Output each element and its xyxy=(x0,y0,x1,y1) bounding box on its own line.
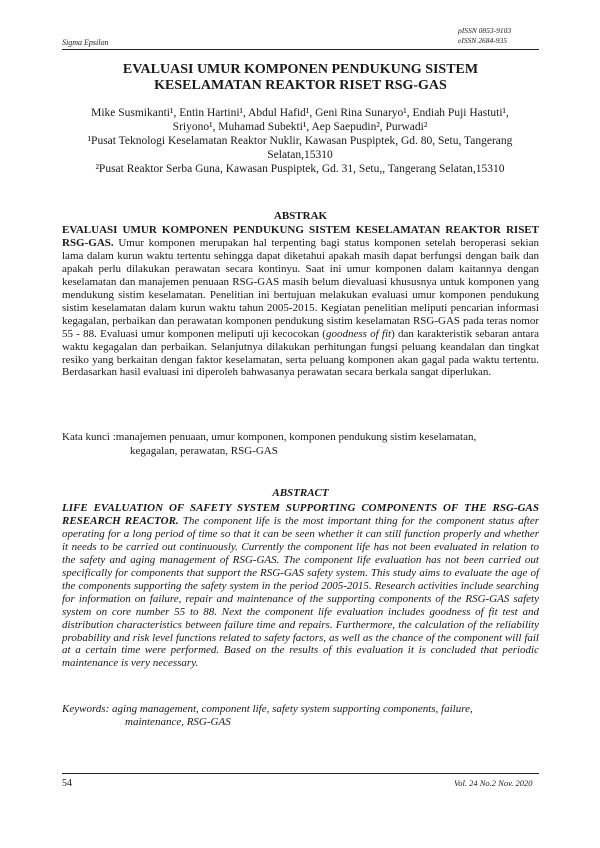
volume-info: Vol. 24 No.2 Nov. 2020 xyxy=(454,778,533,788)
abstrak-body xyxy=(62,224,539,379)
eissn: eISSN 2684-935 xyxy=(458,36,507,45)
issn-block xyxy=(458,26,511,46)
affiliation-1: ¹Pusat Teknologi Keselamatan Reaktor Nuklir, Kawasan Puspiptek, Gd. 80, Setu, Tangerang Selatan,15310 xyxy=(87,135,513,161)
keywords-label: Keywords: xyxy=(62,703,113,715)
kata-kunci xyxy=(62,430,539,458)
journal-name: Sigma Epsilon xyxy=(62,38,109,47)
abstract-text: The component life is the most important thing for the component status after operating for a long period of time so that it can be seen whether it can still function properly and whether it needs to be carried out continuously. Currently the component life has not been evaluated in relation to the safety and aging management of RSG-GAS. The component life evaluation has not been carried out specifically for components that support the RSG-GAS safety system. This study aims to evaluate the age of the components supporting the safety system in the period 2005-2015. Research activities include searching for information on failure, repair and maintenance of the supporting components of the RSG-GAS safety system on core number 55 to 88. Next the component life evaluation includes goodness of fit test and distribution characteristics between failure time and repairs. Furthermore, the calculation of the reliability probability and risk level functions related to safety factors, as well as the chance of the component will fail at a certain time were performed. Based on the results of this evaluation it is concluded that periodic maintenance is very necessary. xyxy=(62,514,539,670)
abstract-lead: LIFE EVALUATION OF SAFETY SYSTEM SUPPORTING COMPONENTS OF THE RSG-GAS RESEARCH REACTOR. xyxy=(62,502,539,527)
pissn: pISSN 0853-9103 xyxy=(458,26,512,35)
paper-title xyxy=(62,62,539,94)
title-line-1: EVALUASI UMUR KOMPONEN PENDUKUNG SISTEM xyxy=(122,62,479,77)
keywords-line-1: aging management, component life, safety system supporting components, failure, xyxy=(112,703,473,715)
kata-kunci-line-2: kegagalan, perawatan, RSG-GAS xyxy=(130,445,278,457)
keywords-line-2: maintenance, RSG-GAS xyxy=(125,716,231,728)
abstrak-italic-term: goodness of fit xyxy=(325,327,392,340)
title-line-2: KESELAMATAN REAKTOR RISET RSG-GAS xyxy=(154,78,447,93)
kata-kunci-line-1: manajemen penuaan, umur komponen, komponen pendukung sistim keselamatan, xyxy=(115,431,477,443)
header-rule xyxy=(62,49,539,50)
keywords xyxy=(62,703,539,729)
abstract-body xyxy=(62,502,539,670)
page-number: 54 xyxy=(62,778,72,789)
abstrak-heading: ABSTRAK xyxy=(273,210,328,222)
abstract-heading: ABSTRACT xyxy=(272,487,329,499)
authors-line-1: Mike Susmikanti¹, Entin Hartini¹, Abdul Hafid¹, Geni Rina Sunaryo¹, Endiah Puji Hastuti¹, xyxy=(91,107,509,119)
affiliation-2: ²Pusat Reaktor Serba Guna, Kawasan Puspiptek, Gd. 31, Setu,, Tangerang Selatan,15310 xyxy=(95,163,505,175)
author-block xyxy=(70,106,530,176)
abstrak-text-b: ) dan karakteristik sebaran antara waktu kegagalan dan perbaikan. Selanjutnya dilakukan perhitungan fungsi peluang keandalan dan tingkat resiko yang berkaitan dengan faktor keselamatan, serta peluang komponen akan gagal pada waktu tertentu. Berdasarkan hasil evaluasi ini diperoleh bahwasanya perawatan secara berkala sangat diperlukan. xyxy=(62,327,539,379)
footer-rule xyxy=(62,773,539,774)
abstrak-lead: EVALUASI UMUR KOMPONEN PENDUKUNG SISTEM KESELAMATAN REAKTOR RISET RSG-GAS. xyxy=(62,224,539,249)
abstrak-text-a: Umur komponen merupakan hal terpenting bagi status komponen setelah beroperasi sekian lama dalam kurun waktu tertentu sehingga dapat diketahui apakah masih dapat berfungsi dengan baik dan apakah perlu dilakukan perawatan secara kontinyu. Saat ini umur komponen dalam kaitannya dengan keselamatan dan manajemen penuaan RSG-GAS masih belum dievaluasi khususnya untuk komponen yang mendukung sistim keselamatan. Penelitian ini bertujuan melakukan evaluasi umur komponen pendukung sistim keselamatan dalam kurun waktu tahun 2005-2015. Kegiatan penelitian meliputi pencarian informasi kegagalan, perbaikan dan perawatan komponen pendukung sistim keselamatan RSG-GAS pada teras nomor 55 - 88. Evaluasi umur komponen meliputi uji kecocokan ( xyxy=(62,236,539,340)
authors-line-2: Sriyono¹, Muhamad Subekti¹, Aep Saepudin², Purwadi² xyxy=(172,121,428,133)
kata-kunci-label: Kata kunci : xyxy=(62,431,116,443)
